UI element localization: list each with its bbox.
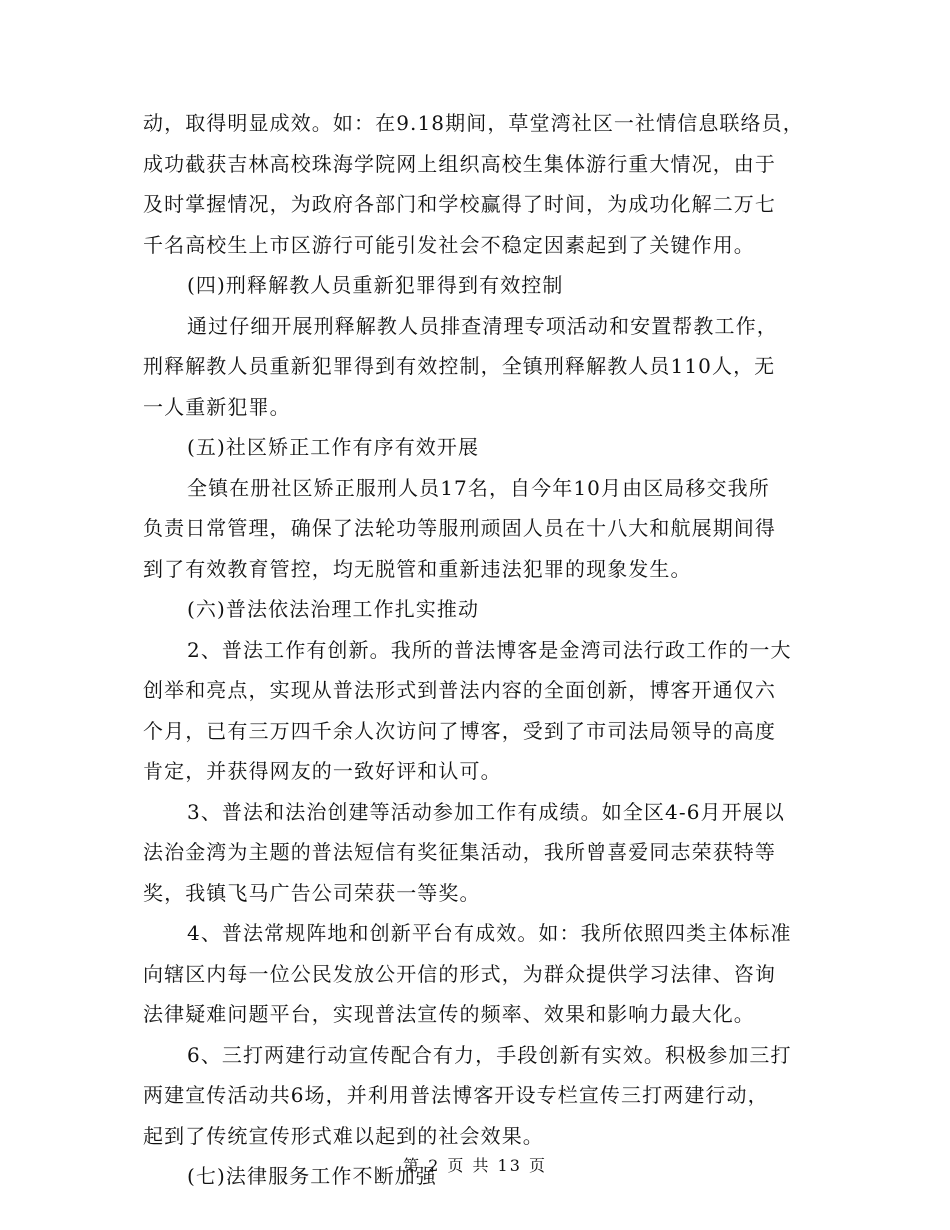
- document-body: [143, 103, 823, 1197]
- text-line: 千名高校生上市区游行可能引发社会不稳定因素起到了关键作用。: [143, 232, 755, 257]
- text-line: 成功截获吉林高校珠海学院网上组织高校生集体游行重大情况，由于: [143, 151, 776, 176]
- text-line: 2、普法工作有创新。我所的普法博客是金湾司法行政工作的一大: [187, 637, 792, 662]
- text-line: 肯定，并获得网友的一致好评和认可。: [143, 759, 502, 783]
- text-line: 创举和亮点，实现从普法形式到普法内容的全面创新，博客开通仅六: [143, 678, 776, 702]
- text-line: 起到了传统宣传形式难以起到的社会效果。: [143, 1123, 544, 1148]
- text-line: 及时掌握情况，为政府各部门和学校赢得了时间，为成功化解二万七: [143, 192, 776, 216]
- text-line: 法律疑难问题平台，实现普法宣传的频率、效果和影响力最大化。: [143, 1002, 755, 1026]
- text-line: 奖，我镇飞马广告公司荣获一等奖。: [143, 880, 481, 905]
- text-line: 一人重新犯罪。: [143, 394, 291, 419]
- text-line: 刑释解教人员重新犯罪得到有效控制，全镇刑释解教人员110人，无: [143, 354, 776, 378]
- text-line: 负责日常管理，确保了法轮功等服刑顽固人员在十八大和航展期间得: [143, 516, 776, 540]
- section-heading: (六)普法依法治理工作扎实推动: [187, 597, 480, 621]
- text-line: 法治金湾为主题的普法短信有奖征集活动，我所曾喜爱同志荣获特等: [143, 840, 776, 864]
- text-line: 6、三打两建行动宣传配合有力，手段创新有实效。积极参加三打: [187, 1042, 792, 1067]
- page-number: 第 2 页 共 13 页: [403, 1156, 547, 1175]
- text-line: 3、普法和法治创建等活动参加工作有成绩。如全区4-6月开展以: [187, 799, 785, 824]
- text-line: 到了有效教育管控，均无脱管和重新违法犯罪的现象发生。: [143, 556, 692, 581]
- section-heading: (七)法律服务工作不断加强: [187, 1164, 437, 1188]
- section-heading: (五)社区矫正工作有序有效开展: [187, 435, 480, 459]
- text-line: 全镇在册社区矫正服刑人员17名，自今年10月由区局移交我所: [187, 475, 770, 500]
- text-line: 4、普法常规阵地和创新平台有成效。如：我所依照四类主体标准: [187, 921, 792, 945]
- text-line: 两建宣传活动共6场，并利用普法博客开设专栏宣传三打两建行动，: [143, 1083, 769, 1107]
- text-line: 向辖区内每一位公民发放公开信的形式，为群众提供学习法律、咨询: [143, 961, 776, 986]
- text-line: 动，取得明显成效。如：在9.18期间，草堂湾社区一社情信息联络员，: [143, 111, 804, 135]
- text-line: 个月，已有三万四千余人次访问了博客，受到了市司法局领导的高度: [143, 718, 776, 743]
- section-heading: (四)刑释解教人员重新犯罪得到有效控制: [187, 273, 564, 297]
- text-line: 通过仔细开展刑释解教人员排查清理专项活动和安置帮教工作，: [187, 313, 778, 338]
